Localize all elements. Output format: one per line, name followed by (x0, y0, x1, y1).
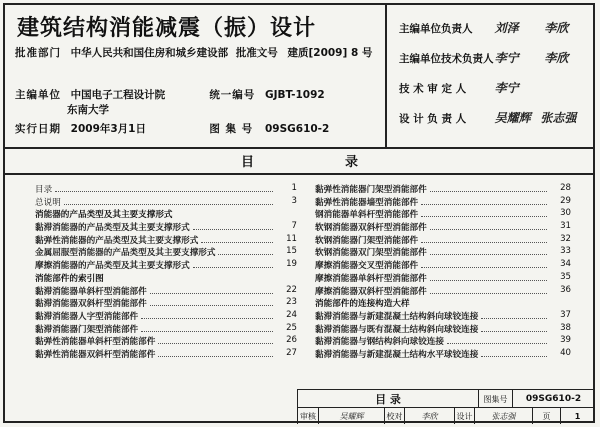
toc-entry (35, 221, 297, 234)
editor-unit-line1: 中国电子工程设计院 (70, 89, 166, 101)
toc-right-column (315, 183, 571, 361)
effective-row (15, 121, 329, 136)
effective-date: 2009年3月1日 (70, 123, 146, 135)
toc-entry (315, 221, 571, 234)
toc-entry (315, 183, 571, 196)
toc-entry (35, 335, 297, 348)
toc-entry-page: 40 (560, 347, 571, 358)
toc-entry (35, 297, 297, 310)
toc-entry (315, 246, 571, 259)
editor-unit-line2: 东南大学 (67, 104, 109, 116)
toc-entry-text: 黏滞消能器与既有混凝土结构斜向球铰连接 (315, 324, 479, 335)
toc-entry-text: 摩擦消能器交叉型消能部件 (315, 261, 419, 272)
toc-entry (315, 285, 571, 298)
toc-entry-page: 24 (286, 309, 297, 320)
toc-entry (35, 285, 297, 298)
signature: 张志强 (540, 111, 577, 125)
toc-entry (315, 348, 571, 361)
toc-leader-dots (218, 253, 273, 255)
signature: 刘泽 (494, 21, 519, 35)
toc-entry-text: 消能部件的连接构造大样 (315, 299, 410, 310)
toc-entry-text: 黏滞消能器与新建混凝土结构水平球铰连接 (315, 349, 479, 360)
toc-leader-dots (141, 330, 273, 332)
signature: 李宁 (494, 51, 519, 65)
toc-entry-text: 黏弹性消能器的产品类型及其主要支撑形式 (35, 235, 199, 246)
toc-entry (35, 183, 297, 196)
signature-label: 技 术 审 定 人 (399, 83, 467, 95)
toc-entry-text: 黏滞消能器的产品类型及其主要支撑形式 (35, 223, 190, 234)
footer-design-label: 设计 (454, 408, 474, 424)
toc-entry-text: 黏滞消能器双斜杆型消能部件 (35, 299, 147, 310)
toc-entry (315, 234, 571, 247)
toc-entry (315, 310, 571, 323)
signature-label: 主编单位负责人 (399, 23, 473, 35)
footer-atlas-label: 图集号 (478, 390, 512, 408)
toc-leader-dots (201, 241, 273, 243)
toc-leader-dots (421, 215, 547, 217)
toc-leader-dots (150, 304, 273, 306)
toc-leader-dots (158, 355, 273, 357)
footer-page-no: 1 (560, 408, 594, 424)
atlas-no: 09SG610-2 (264, 123, 330, 135)
signature-label: 设 计 负 责 人 (399, 113, 467, 125)
footer-reviewer: 吴耀辉 (318, 408, 384, 424)
toc-entry-page: 7 (291, 221, 297, 232)
toc-entry-text: 黏弹性消能器双斜杆型消能部件 (35, 349, 156, 360)
drawing-sheet (3, 3, 595, 423)
toc-entry-text: 黏滞消能器门架型消能部件 (35, 324, 139, 335)
toc-entry-page: 33 (560, 246, 571, 257)
toc-leader-dots (481, 355, 547, 357)
toc-entry (315, 323, 571, 336)
toc-entry-text: 黏滞消能器与钢结构斜向球铰连接 (315, 337, 444, 348)
editor-unit-label: 主编单位 (15, 89, 61, 101)
toc-entry-page: 1 (291, 183, 297, 193)
toc-entry-page: 29 (560, 195, 571, 206)
toc-entry-text: 摩擦消能器的产品类型及其主要支撑形式 (35, 261, 190, 272)
toc-entry (315, 335, 571, 348)
toc-entry-text: 消能器的产品类型及其主要支撑形式 (35, 210, 173, 221)
toc-entry-text: 目录 (35, 185, 53, 195)
toc-entry (315, 272, 571, 285)
signature-row (399, 49, 568, 66)
toc-entry-page: 36 (560, 284, 571, 295)
toc-entry (35, 246, 297, 259)
toc-section-heading (315, 297, 571, 310)
toc-entry (35, 259, 297, 272)
toc-entry-text: 黏滞消能器人字型消能部件 (35, 311, 139, 322)
toc-entry (35, 323, 297, 336)
toc-entry-page: 35 (560, 271, 571, 282)
signature: 李欣 (544, 21, 569, 35)
toc-leader-dots (421, 203, 547, 205)
signature-row (399, 19, 568, 36)
toc-entry (35, 348, 297, 361)
signature: 李宁 (494, 81, 519, 95)
toc-entry-page: 26 (286, 335, 297, 346)
footer-atlas-no: 09SG610-2 (512, 390, 594, 408)
footer-name: 目 录 (375, 393, 401, 406)
toc-entry-text: 消能部件的索引图 (35, 273, 104, 284)
contents-title-char: 录 (345, 155, 359, 170)
toc-entry-page: 39 (560, 335, 571, 346)
signature-row (399, 79, 519, 96)
toc-leader-dots (430, 292, 547, 294)
contents-title-char: 目 (241, 155, 255, 170)
toc-entry-page: 19 (286, 259, 297, 270)
toc-leader-dots (430, 253, 547, 255)
toc-entry-page: 28 (560, 183, 571, 193)
toc-entry (35, 196, 297, 209)
toc-leader-dots (193, 266, 273, 268)
toc-entry-text: 软钢消能器门架型消能部件 (315, 235, 419, 246)
toc-leader-dots (421, 266, 547, 268)
footer-checker: 李欣 (404, 408, 454, 424)
toc-entry-text: 黏滞消能器单斜杆型消能部件 (35, 286, 147, 297)
toc-leader-dots (430, 228, 547, 230)
toc-leader-dots (193, 228, 273, 230)
toc-section-heading (35, 208, 297, 221)
unified-no-label: 统一编号 (209, 89, 256, 101)
toc-entry-page: 3 (291, 195, 297, 206)
approval-doc: 建质[2009] 8 号 (287, 47, 373, 59)
approval-dept-row (15, 45, 372, 60)
toc-entry-text: 黏弹性消能器墙型消能部件 (315, 197, 419, 208)
toc-entry-text: 黏弹性消能器门架型消能部件 (315, 185, 427, 195)
toc-entry (315, 259, 571, 272)
signature-label: 主编单位技术负责人 (399, 53, 494, 65)
toc-left-column (35, 183, 297, 361)
toc-entry-page: 31 (560, 221, 571, 232)
toc-leader-dots (430, 279, 547, 281)
effective-label: 实行日期 (15, 123, 61, 135)
header-divider (385, 5, 387, 147)
editor-unit-row (15, 87, 325, 102)
toc-entry-page: 11 (286, 233, 297, 244)
title-block (297, 389, 593, 423)
toc-leader-dots (481, 317, 547, 319)
toc-leader-dots (430, 190, 547, 192)
toc-entry-page: 25 (286, 322, 297, 333)
toc-entry-text: 软钢消能器双斜杆型消能部件 (315, 223, 427, 234)
approval-doc-label: 批准文号 (235, 47, 278, 59)
toc-entry-page: 37 (560, 309, 571, 320)
toc-entry (315, 196, 571, 209)
signature-row (399, 109, 576, 126)
toc-entry (35, 310, 297, 323)
atlas-no-label: 图 集 号 (209, 123, 254, 135)
footer-page-label: 页 (532, 408, 560, 424)
header (5, 5, 593, 149)
toc-leader-dots (64, 203, 273, 205)
footer-review-label: 审核 (300, 411, 316, 421)
toc-entry-page: 30 (560, 208, 571, 219)
page-title: 建筑结构消能减震（振）设计 (17, 16, 317, 41)
signature: 李欣 (544, 51, 569, 65)
toc-entry-text: 金属屈服型消能器的产品类型及其主要支撑形式 (35, 248, 216, 259)
toc-entry-text: 摩擦消能器双斜杆型消能部件 (315, 286, 427, 297)
toc-entry-text: 黏弹性消能器单斜杆型消能部件 (35, 337, 156, 348)
toc-entry-page: 27 (286, 347, 297, 358)
toc-entry-text: 总说明 (35, 197, 61, 208)
toc-leader-dots (421, 241, 547, 243)
toc-entry-text: 摩擦消能器单斜杆型消能部件 (315, 273, 427, 284)
footer-designer: 张志强 (474, 408, 532, 424)
footer-check-label: 校对 (384, 408, 404, 424)
toc-leader-dots (481, 330, 547, 332)
toc-entry (315, 208, 571, 221)
toc-entry (35, 234, 297, 247)
toc-entry-page: 32 (560, 233, 571, 244)
divider (5, 173, 593, 175)
toc-entry-text: 钢消能器单斜杆型消能部件 (315, 210, 419, 221)
toc-entry-page: 23 (286, 297, 297, 308)
toc-entry-page: 38 (560, 322, 571, 333)
unified-no: GJBT-1092 (264, 89, 325, 101)
toc-entry-text: 软钢消能器双门架型消能部件 (315, 248, 427, 259)
toc-leader-dots (55, 190, 273, 192)
toc-leader-dots (141, 317, 273, 319)
toc-leader-dots (158, 342, 273, 344)
toc-leader-dots (150, 292, 273, 294)
toc-leader-dots (447, 342, 547, 344)
toc-entry-page: 22 (286, 284, 297, 295)
toc-entry-page: 34 (560, 259, 571, 270)
toc-section-heading (35, 272, 297, 285)
toc-entry-text: 黏滞消能器与新建混凝土结构斜向球铰连接 (315, 311, 479, 322)
signature: 吴耀辉 (494, 111, 531, 125)
approval-dept-label: 批准部门 (15, 47, 61, 59)
approval-dept: 中华人民共和国住房和城乡建设部 (70, 47, 229, 59)
toc-entry-page: 15 (286, 246, 297, 257)
